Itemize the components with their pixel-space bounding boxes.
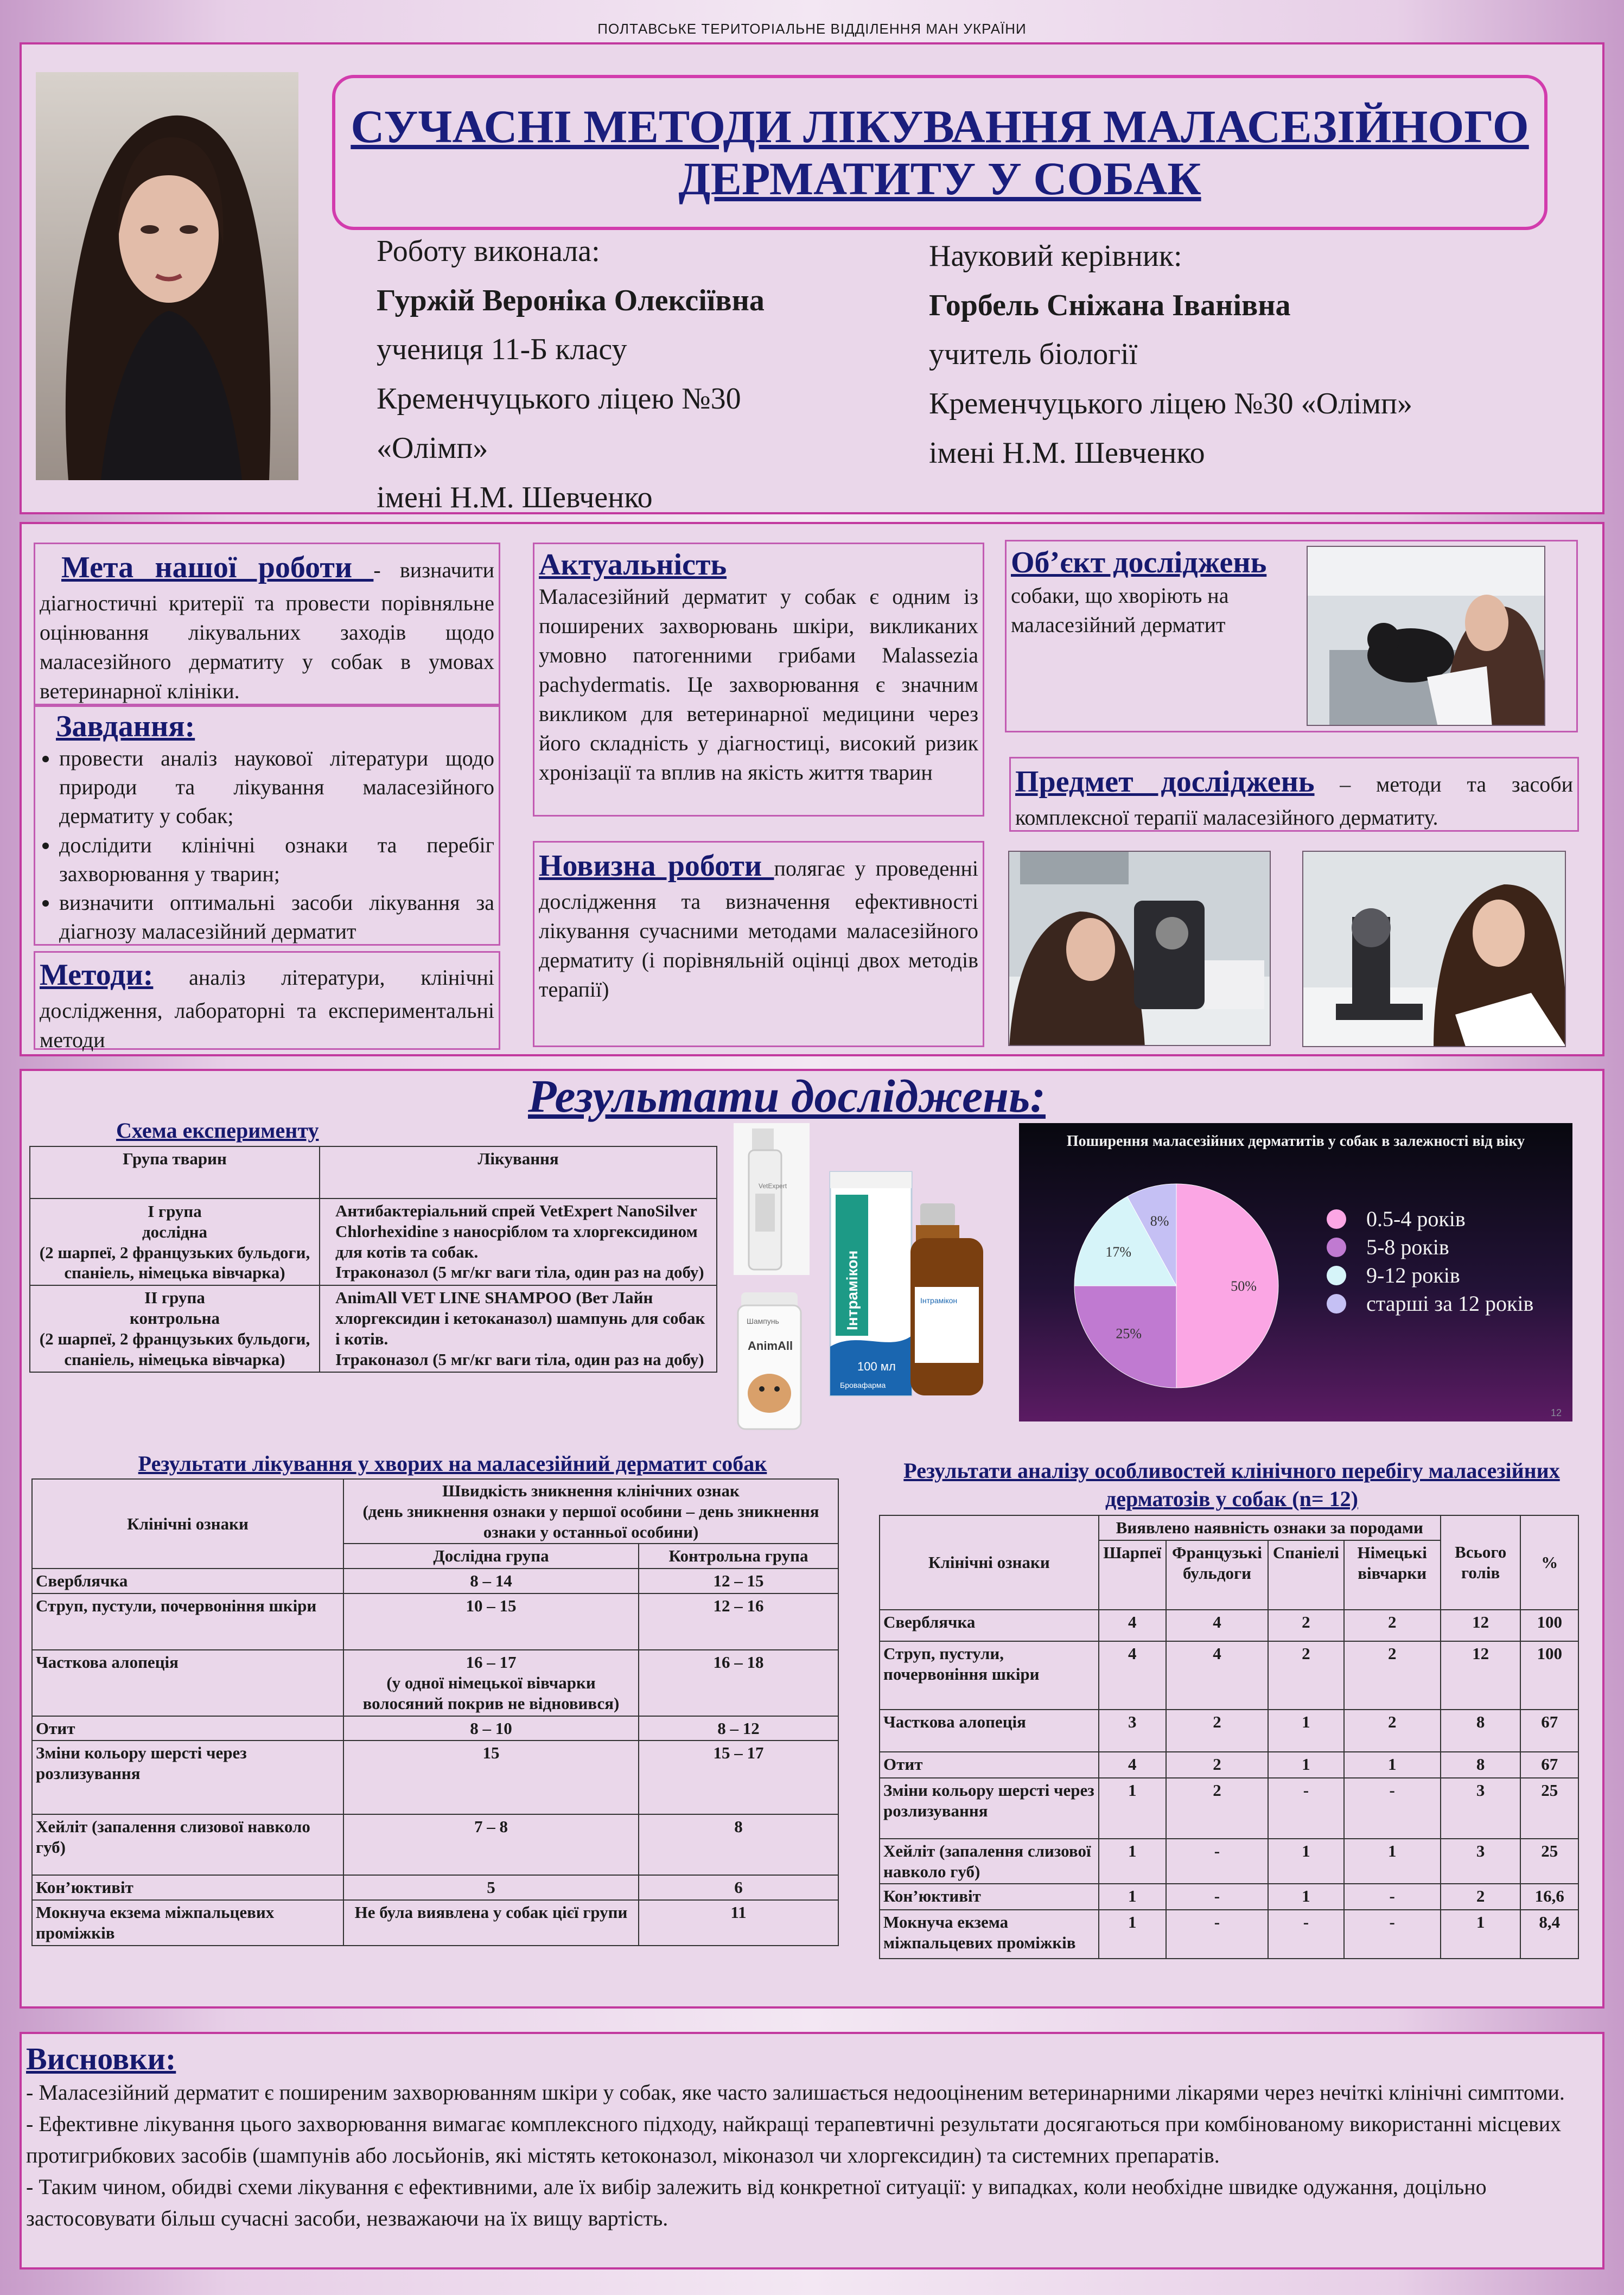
count-cell: 1 (1268, 1839, 1343, 1884)
pct-cell: 16,6 (1520, 1884, 1578, 1910)
count-cell: - (1166, 1884, 1269, 1910)
shampoo-bottle-image (734, 1290, 805, 1431)
goal-box (34, 543, 500, 705)
methods-title: Методи: (40, 958, 154, 992)
task-item: • визначити оптимальні засоби лікування за діагнозу маласезійний дерматит (59, 888, 494, 946)
treatment-col-sign: Клінічні ознаки (32, 1479, 343, 1569)
total-cell: 8 (1441, 1752, 1521, 1778)
scheme-caption: Схема експерименту (116, 1118, 319, 1143)
animall-label: AnimAll (748, 1339, 793, 1353)
legend-label: 0.5-4 років (1366, 1207, 1466, 1231)
supervisor-name: Горбель Сніжана Іванівна (929, 288, 1291, 322)
tasks-title: Завдання: (56, 710, 195, 743)
count-cell: 1 (1344, 1839, 1441, 1884)
sign-cell: Хейліт (запалення слизової навколо губ) (32, 1814, 343, 1875)
total-cell: 2 (1441, 1884, 1521, 1910)
relevance-title: Актуальність (539, 548, 727, 582)
pie-value-label: 8% (1150, 1213, 1169, 1229)
treatment-col-ctrl: Контрольна група (639, 1544, 838, 1569)
count-cell: 1 (1099, 1884, 1166, 1910)
count-cell: - (1268, 1778, 1343, 1839)
sign-cell: Отит (880, 1752, 1099, 1778)
count-cell: - (1344, 1778, 1441, 1839)
bottle-label: Інтрамікон (920, 1296, 958, 1305)
count-cell: - (1166, 1839, 1269, 1884)
count-cell: 2 (1166, 1710, 1269, 1752)
supervisor-block (929, 232, 1580, 478)
table-row (880, 1778, 1578, 1839)
exp-cell: Не була виявлена у собак цієї групи (343, 1900, 639, 1946)
ctrl-cell: 8 – 12 (639, 1716, 838, 1741)
count-cell: 2 (1166, 1752, 1269, 1778)
legend-swatch (1327, 1238, 1346, 1257)
sign-cell: Струп, пустули, почервоніння шкіри (32, 1593, 343, 1650)
conclusion-item: - Таким чином, обидві схеми лікування є ефективними, але їх вибір залежить від конкретної ситуації: у випадках, коли необхідне швидке одужання, доцільно застосовувати більш сучасні засоби, незважаючи на їх вищу вартість. (26, 2175, 1487, 2230)
legend-swatch (1327, 1294, 1346, 1314)
task-item: • провести аналіз наукової літератури щодо природи та лікування маласезійного дерматиту у собак; (59, 744, 494, 831)
author-line: «Олімп» (377, 431, 488, 465)
legend-swatch (1327, 1209, 1346, 1229)
table-row (32, 1716, 838, 1741)
sign-cell: Часткова алопеція (32, 1650, 343, 1716)
scheme-col-treatment: Лікування (320, 1146, 717, 1198)
sign-cell: Зміни кольору шерсті через розлизування (32, 1741, 343, 1814)
clinical-table (879, 1515, 1579, 1959)
total-cell: 1 (1441, 1910, 1521, 1959)
group-name: ІІ група (144, 1288, 205, 1308)
count-cell: 3 (1099, 1710, 1166, 1752)
lab-photo-right (1302, 851, 1566, 1047)
sign-cell: Мокнуча екзема міжпальцевих проміжків (32, 1900, 343, 1946)
pie-value-label: 50% (1231, 1278, 1257, 1294)
pie-value-label: 17% (1105, 1244, 1132, 1260)
spray-bottle-image (734, 1123, 810, 1275)
total-cell: 12 (1441, 1641, 1521, 1710)
table-row (32, 1650, 838, 1716)
table-row (32, 1900, 838, 1946)
group-name: І група (148, 1202, 202, 1221)
table-row (880, 1884, 1578, 1910)
object-text: собаки, що хворіють на маласезійний дерматит (1011, 583, 1229, 637)
clinical-col-breeds: Виявлено наявність ознаки за породами (1099, 1515, 1441, 1540)
ctrl-cell: 8 (639, 1814, 838, 1875)
pie-chart-svg (1019, 1123, 1572, 1421)
sign-cell: Сверблячка (880, 1610, 1099, 1641)
ctrl-cell: 11 (639, 1900, 838, 1946)
clinical-col-pct: % (1520, 1515, 1578, 1610)
shampoo-label: Шампунь (747, 1317, 779, 1325)
count-cell: 2 (1344, 1710, 1441, 1752)
ctrl-cell: 15 – 17 (639, 1741, 838, 1814)
relevance-box (533, 543, 984, 817)
count-cell: 4 (1099, 1610, 1166, 1641)
sign-cell: Зміни кольору шерсті через розлизування (880, 1778, 1099, 1839)
exp-cell-note: (у одної німецької вівчарки волосяний покрив не відновився) (362, 1673, 620, 1713)
count-cell: - (1268, 1910, 1343, 1959)
group-animals: (2 шарпеї, 2 французьких бульдоги, спаніель, німецька вівчарка) (39, 1329, 310, 1369)
ctrl-cell: 6 (639, 1875, 838, 1900)
count-cell: 2 (1344, 1641, 1441, 1710)
results-title: Результати досліджень: (528, 1070, 1046, 1122)
organization-header: ПОЛТАВСЬКЕ ТЕРИТОРІАЛЬНЕ ВІДДІЛЕННЯ МАН УКРАЇНИ (597, 21, 1027, 37)
sign-cell: Хейліт (запалення слизової навколо губ) (880, 1839, 1099, 1884)
task-item: • дослідити клінічні ознаки та перебіг захворювання у тварин; (59, 831, 494, 888)
scheme-col-group: Група тварин (30, 1146, 320, 1198)
count-cell: 4 (1166, 1641, 1269, 1710)
goal-text: - визначити діагностичні критерії та провести порівняльне оцінювання лікувальних заходів щодо маласезійного дерматиту у собак в умовах ветеринарної клініки. (40, 558, 494, 703)
novelty-text: полягає у проведенні дослідження та визначення ефективності лікування сучасними методами маласезійного дерматиту (і порівняльній оцінці двох методів терапії) (539, 856, 978, 1002)
pct-cell: 25 (1520, 1778, 1578, 1839)
author-line: учениця 11-Б класу (377, 333, 627, 367)
treatment-col-exp: Дослідна група (343, 1544, 639, 1569)
total-cell: 12 (1441, 1610, 1521, 1641)
legend-label: 5-8 років (1366, 1235, 1449, 1259)
exp-cell: 8 – 10 (343, 1716, 639, 1741)
count-cell: 2 (1344, 1610, 1441, 1641)
tasks-box (34, 705, 500, 946)
count-cell: 1 (1268, 1710, 1343, 1752)
table-row (880, 1610, 1578, 1641)
brand-label: Бровафарма (840, 1381, 886, 1389)
table-row (32, 1741, 838, 1814)
total-cell: 3 (1441, 1778, 1521, 1839)
age-pie-chart (1019, 1123, 1572, 1421)
total-cell: 8 (1441, 1710, 1521, 1752)
intramikon-label: Інтрамікон (844, 1250, 861, 1330)
chart-title: Поширення маласезійних дерматитів у собак в залежності від віку (1066, 1133, 1525, 1150)
pct-cell: 25 (1520, 1839, 1578, 1884)
ctrl-cell: 12 – 16 (639, 1593, 838, 1650)
pct-cell: 8,4 (1520, 1910, 1578, 1959)
supervisor-line: Кременчуцького ліцею №30 «Олімп» (929, 387, 1413, 421)
table-row (880, 1910, 1578, 1959)
title-line-1: СУЧАСНІ МЕТОДИ ЛІКУВАННЯ МАЛАСЕЗІЙНОГО (351, 100, 1529, 152)
subject-box (1009, 757, 1579, 832)
author-line: Кременчуцького ліцею №30 (377, 382, 741, 416)
count-cell: 1 (1268, 1752, 1343, 1778)
slide-number: 12 (1550, 1407, 1562, 1418)
treatment-line: Ітраконазол (5 мг/кг ваги тіла, один раз на добу) (335, 1263, 704, 1282)
ctrl-cell: 12 – 15 (639, 1569, 838, 1593)
treatment-table (31, 1478, 839, 1946)
pct-cell: 67 (1520, 1710, 1578, 1752)
table-row (30, 1285, 717, 1372)
count-cell: 4 (1099, 1641, 1166, 1710)
group-type: контрольна (130, 1309, 220, 1328)
subject-title: Предмет досліджень (1015, 765, 1315, 799)
scheme-table (29, 1146, 717, 1373)
table-row (880, 1710, 1578, 1752)
pct-cell: 100 (1520, 1641, 1578, 1710)
treatment-col-speed-note: (день зникнення ознаки у першої особини – день зникнення ознаки у останньої особини) (362, 1501, 819, 1541)
count-cell: - (1166, 1910, 1269, 1959)
treatment-line: Антибактеріальний спрей VetExpert NanoSilver Chlorhexidine з наносріблом та хлоргексидином для котів та собак. (335, 1201, 698, 1261)
group-animals: (2 шарпеї, 2 французьких бульдоги, спаніель, німецька вівчарка) (39, 1242, 310, 1283)
author-block (377, 227, 919, 522)
breed-col: Шарпеї (1099, 1540, 1166, 1610)
count-cell: 4 (1166, 1610, 1269, 1641)
clinical-caption: Результати аналізу особливостей клінічного перебігу маласезійних дерматозів у собак (n= 12) (903, 1458, 1560, 1511)
clinic-photo (1307, 546, 1545, 726)
legend-swatch (1327, 1266, 1346, 1285)
conclusions-panel (20, 2032, 1604, 2270)
table-row (880, 1752, 1578, 1778)
total-cell: 3 (1441, 1839, 1521, 1884)
intramikon-image (825, 1168, 988, 1402)
treatment-line: Ітраконазол (5 мг/кг ваги тіла, один раз на добу) (335, 1349, 704, 1369)
sign-cell: Отит (32, 1716, 343, 1741)
pie-value-label: 25% (1116, 1325, 1142, 1342)
subject-text: – методи та засоби комплексної терапії маласезійного дерматиту. (1015, 772, 1573, 830)
supervisor-line: імені Н.М. Шевченко (929, 436, 1205, 470)
object-title: Об’єкт досліджень (1011, 546, 1267, 579)
breed-col: Німецькі вівчарки (1344, 1540, 1441, 1610)
author-label: Роботу виконала: (377, 234, 600, 268)
exp-cell: 16 – 17 (466, 1653, 517, 1672)
count-cell: 1 (1099, 1839, 1166, 1884)
count-cell: 2 (1166, 1778, 1269, 1839)
table-row (30, 1198, 717, 1285)
exp-cell: 10 – 15 (343, 1593, 639, 1650)
sign-cell: Кон’юктивіт (880, 1884, 1099, 1910)
table-row (880, 1839, 1578, 1884)
count-cell: 2 (1268, 1641, 1343, 1710)
conclusions-title: Висновки: (26, 2041, 176, 2076)
methods-box (34, 951, 500, 1050)
title-line-2: ДЕРМАТИТУ У СОБАК (678, 152, 1201, 205)
pct-cell: 67 (1520, 1752, 1578, 1778)
treatment-col-speed: Швидкість зникнення клінічних ознак (442, 1481, 740, 1500)
novelty-box (533, 841, 984, 1047)
supervisor-label: Науковий керівник: (929, 239, 1182, 273)
author-name: Гуржій Вероніка Олексіївна (377, 283, 765, 317)
exp-cell: 15 (343, 1741, 639, 1814)
table-row (880, 1641, 1578, 1710)
conclusion-item: - Маласезійний дерматит є поширеним захворюванням шкіри у собак, яке часто залишається недооціненим ветеринарними лікарями через нечіткі клінічні симптоми. (26, 2080, 1565, 2105)
legend-label: 9-12 років (1366, 1263, 1460, 1287)
supervisor-line: учитель біології (929, 337, 1138, 372)
sign-cell: Сверблячка (32, 1569, 343, 1593)
ctrl-cell: 16 – 18 (639, 1650, 838, 1716)
count-cell: 1 (1099, 1910, 1166, 1959)
clinical-col-total: Всього голів (1441, 1515, 1521, 1610)
breed-col: Французькі бульдоги (1166, 1540, 1269, 1610)
clinical-col-sign: Клінічні ознаки (880, 1515, 1099, 1610)
table-row (32, 1569, 838, 1593)
exp-cell: 7 – 8 (343, 1814, 639, 1875)
pct-cell: 100 (1520, 1610, 1578, 1641)
title-box (332, 75, 1547, 230)
goal-title: Мета нашої роботи (61, 551, 374, 584)
table-row (32, 1875, 838, 1900)
count-cell: 1 (1099, 1778, 1166, 1839)
treatment-caption: Результати лікування у хворих на маласезійний дерматит собак (138, 1451, 767, 1476)
count-cell: 1 (1268, 1884, 1343, 1910)
volume-label: 100 мл (857, 1360, 896, 1373)
exp-cell: 5 (343, 1875, 639, 1900)
relevance-text: Маласезійний дерматит у собак є одним із поширених захворювань шкіри, викликаних умовно патогенними грибами Malassezia pachydermatis. Це захворювання є значним викликом для ветеринарної медицини через його складність у діагностиці, високий ризик хронізації та вплив на якість життя тварин (539, 584, 978, 785)
legend-label: старші за 12 років (1366, 1291, 1534, 1316)
count-cell: 2 (1268, 1610, 1343, 1641)
spray-label: VetExpert (759, 1182, 787, 1190)
group-type: дослідна (142, 1222, 207, 1241)
count-cell: - (1344, 1910, 1441, 1959)
treatment-line: AnimAll VET LINE SHAMPOO (Вет Лайн хлоргексидин і кетоканазол) шампунь для собак і котів. (335, 1288, 705, 1348)
table-row (32, 1593, 838, 1650)
count-cell: 4 (1099, 1752, 1166, 1778)
author-line: імені Н.М. Шевченко (377, 480, 653, 514)
novelty-title: Новизна роботи (539, 849, 774, 883)
conclusion-item: - Ефективне лікування цього захворювання вимагає комплексного підходу, найкращі терапевтичні результати досягаються при комбінованому використанні місцевих протигрибкових засобів (шампунів або лосьйонів, які містять кетоконазол, міконазол чи хлоргексидин) та системних препаратів. (26, 2112, 1562, 2168)
sign-cell: Мокнуча екзема міжпальцевих проміжків (880, 1910, 1099, 1959)
sign-cell: Часткова алопеція (880, 1710, 1099, 1752)
sign-cell: Кон’юктивіт (32, 1875, 343, 1900)
count-cell: 1 (1344, 1752, 1441, 1778)
sign-cell: Струп, пустули, почервоніння шкіри (880, 1641, 1099, 1710)
table-row (32, 1814, 838, 1875)
breed-col: Спаніелі (1268, 1540, 1343, 1610)
lab-photo-left (1008, 851, 1271, 1046)
author-photo (36, 72, 298, 480)
count-cell: - (1344, 1884, 1441, 1910)
exp-cell: 8 – 14 (343, 1569, 639, 1593)
methods-text: аналіз літератури, клінічні дослідження, лабораторні та експериментальні методи (40, 965, 494, 1052)
